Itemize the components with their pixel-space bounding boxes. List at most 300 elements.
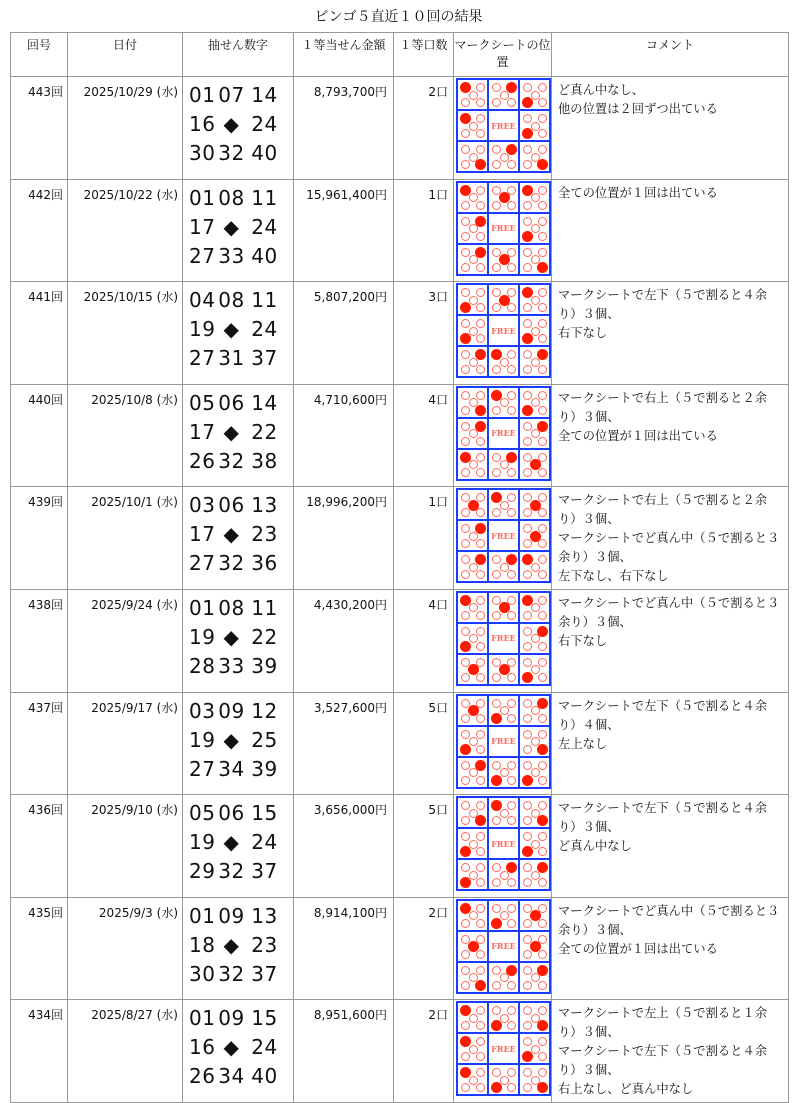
winning-number: 37: [251, 859, 278, 884]
free-diamond-icon: ◆: [223, 112, 240, 136]
circle-icon: [507, 776, 516, 785]
circle-icon: [469, 122, 478, 131]
mark-cell-free: [488, 213, 519, 244]
circle-icon: [492, 508, 501, 517]
circle-icon: [538, 303, 547, 312]
circle-icon: [523, 303, 532, 312]
mark-cell: [519, 449, 550, 480]
mark-cell: [519, 418, 550, 449]
mark-cell: [519, 962, 550, 993]
mark-cell: [457, 346, 488, 377]
mark-cell: [519, 726, 550, 757]
marked-circle-icon: [522, 97, 533, 108]
table-row: [11, 282, 789, 385]
circle-icon: [523, 816, 532, 825]
mark-cell: [457, 315, 488, 346]
circle-icon: [461, 539, 470, 548]
circle-icon: [523, 950, 532, 959]
comment-line: マークシートでど真ん中（５で割ると３余り）３個、: [558, 595, 780, 629]
winning-number: 16: [189, 1035, 216, 1060]
prize-amount: 3,656,000円: [294, 795, 394, 898]
circle-icon: [461, 350, 470, 359]
circle-icon: [461, 761, 470, 770]
circle-icon: [461, 365, 470, 374]
mark-cell: [519, 1064, 550, 1095]
circle-icon: [538, 232, 547, 241]
circle-icon: [523, 145, 532, 154]
circle-icon: [476, 508, 485, 517]
winning-number: 01: [189, 595, 216, 620]
mark-cell: [457, 1064, 488, 1095]
winning-number: 04: [189, 288, 216, 313]
winning-number: 34: [218, 1064, 245, 1089]
comment: [552, 487, 789, 590]
circle-icon: [476, 201, 485, 210]
mark-cell: [457, 79, 488, 110]
comment-line: 左下なし、右下なし: [558, 569, 669, 584]
draw-number: 442回: [11, 179, 68, 282]
circle-icon: [531, 193, 540, 202]
winner-count: 1口: [394, 179, 454, 282]
mark-cell: [457, 387, 488, 418]
circle-icon: [531, 973, 540, 982]
circle-icon: [538, 1068, 547, 1077]
circle-icon: [461, 145, 470, 154]
mark-sheet-cell: [454, 897, 552, 1000]
free-label: FREE: [491, 633, 516, 644]
winning-number: 08: [218, 595, 245, 620]
winning-number: 23: [251, 522, 278, 547]
winning-number: 19: [189, 830, 216, 855]
winning-number: 23: [251, 932, 278, 957]
circle-icon: [523, 730, 532, 739]
marked-circle-icon: [491, 713, 502, 724]
circle-icon: [523, 114, 532, 123]
free-label: FREE: [491, 120, 516, 131]
circle-icon: [469, 768, 478, 777]
circle-icon: [492, 904, 501, 913]
circle-icon: [492, 611, 501, 620]
free-diamond-icon: ◆: [223, 830, 240, 855]
mark-cell-free: [488, 418, 519, 449]
circle-icon: [523, 981, 532, 990]
circle-icon: [476, 966, 485, 975]
circle-icon: [523, 422, 532, 431]
mark-cell: [488, 79, 519, 110]
prize-amount: 3,527,600円: [294, 692, 394, 795]
winner-count: 1口: [394, 487, 454, 590]
marked-circle-icon: [537, 159, 548, 170]
winning-number: 11: [251, 595, 278, 620]
comment-line: ど真ん中なし、: [558, 83, 645, 97]
circle-icon: [523, 611, 532, 620]
winning-number: 31: [218, 346, 245, 371]
free-diamond-icon: ◆: [223, 419, 240, 444]
draw-number: 434回: [11, 1000, 68, 1103]
circle-icon: [507, 160, 516, 169]
circle-icon: [492, 699, 501, 708]
comment-line: 右上なし、ど真ん中なし: [558, 1082, 694, 1097]
circle-icon: [531, 429, 540, 438]
circle-icon: [461, 816, 470, 825]
winning-number: 24: [251, 1035, 278, 1060]
page-title: ビンゴ５直近１０回の結果: [314, 9, 483, 25]
circle-icon: [538, 847, 547, 856]
winning-number: 12: [251, 698, 278, 723]
circle-icon: [476, 288, 485, 297]
circle-icon: [507, 761, 516, 770]
circle-icon: [507, 406, 516, 415]
winning-number: 19: [189, 317, 216, 342]
winning-number: 27: [189, 243, 216, 268]
free-label: FREE: [491, 530, 516, 541]
draw-number: 439回: [11, 487, 68, 590]
comment-line: 全ての位置が１回は出ている: [558, 428, 718, 443]
circle-icon: [492, 201, 501, 210]
table-row: [11, 487, 789, 590]
circle-icon: [538, 658, 547, 667]
circle-icon: [523, 468, 532, 477]
circle-icon: [538, 950, 547, 959]
circle-icon: [538, 129, 547, 138]
circle-icon: [507, 350, 516, 359]
circle-icon: [507, 508, 516, 517]
circle-icon: [538, 365, 547, 374]
mark-sheet-cell: [454, 282, 552, 385]
free-label: FREE: [491, 736, 516, 747]
winning-number: 01: [189, 903, 216, 928]
circle-icon: [476, 114, 485, 123]
circle-icon: [523, 878, 532, 887]
circle-icon: [461, 981, 470, 990]
marked-circle-icon: [475, 980, 486, 991]
circle-icon: [476, 1083, 485, 1092]
circle-icon: [507, 365, 516, 374]
mark-sheet-cell: [454, 487, 552, 590]
results-table: [10, 32, 789, 1103]
mark-cell: [519, 1002, 550, 1033]
circle-icon: [500, 809, 509, 818]
mark-sheet: [456, 1001, 551, 1096]
mark-sheet: [456, 78, 551, 173]
comment: [552, 179, 789, 282]
mark-cell-free: [488, 623, 519, 654]
marked-circle-icon: [460, 333, 471, 344]
circle-icon: [538, 391, 547, 400]
circle-icon: [523, 201, 532, 210]
winning-number: 34: [218, 756, 245, 781]
mark-cell: [488, 489, 519, 520]
mark-cell-free: [488, 520, 519, 551]
circle-icon: [476, 453, 485, 462]
circle-icon: [476, 801, 485, 810]
circle-icon: [523, 1037, 532, 1046]
winning-number: 24: [251, 830, 278, 855]
prize-amount: 8,793,700円: [294, 77, 394, 180]
circle-icon: [476, 83, 485, 92]
mark-cell: [519, 489, 550, 520]
winning-number: 32: [218, 141, 245, 165]
circle-icon: [461, 555, 470, 564]
circle-icon: [476, 570, 485, 579]
draw-number: 435回: [11, 897, 68, 1000]
winning-number: 40: [251, 141, 278, 165]
circle-icon: [523, 832, 532, 841]
draw-date: 2025/10/22 (水): [68, 179, 183, 282]
free-label: FREE: [491, 941, 516, 952]
winning-numbers: [183, 589, 294, 692]
circle-icon: [476, 1037, 485, 1046]
mark-sheet-cell: [454, 179, 552, 282]
circle-icon: [507, 816, 516, 825]
marked-circle-icon: [522, 333, 533, 344]
circle-icon: [538, 98, 547, 107]
mark-cell: [488, 182, 519, 213]
winning-number: 26: [189, 1064, 216, 1089]
marked-circle-icon: [491, 918, 502, 929]
circle-icon: [461, 160, 470, 169]
circle-icon: [476, 186, 485, 195]
mark-cell: [519, 900, 550, 931]
circle-icon: [538, 611, 547, 620]
mark-cell: [488, 1064, 519, 1095]
circle-icon: [538, 673, 547, 682]
marked-circle-icon: [522, 672, 533, 683]
circle-icon: [461, 437, 470, 446]
circle-icon: [469, 460, 478, 469]
mark-cell: [519, 182, 550, 213]
mark-cell: [457, 449, 488, 480]
circle-icon: [476, 98, 485, 107]
circle-icon: [469, 737, 478, 746]
winner-count: 2口: [394, 897, 454, 1000]
circle-icon: [531, 296, 540, 305]
circle-icon: [538, 406, 547, 415]
circle-icon: [507, 673, 516, 682]
free-diamond-icon: ◆: [223, 522, 240, 547]
circle-icon: [538, 468, 547, 477]
mark-cell: [488, 551, 519, 582]
circle-icon: [461, 950, 470, 959]
draw-date: 2025/9/17 (水): [68, 692, 183, 795]
mark-cell: [457, 213, 488, 244]
circle-icon: [523, 160, 532, 169]
circle-icon: [500, 153, 509, 162]
mark-cell: [519, 110, 550, 141]
circle-icon: [507, 468, 516, 477]
circle-icon: [461, 319, 470, 328]
winning-number: 06: [218, 390, 245, 415]
mark-sheet-cell: [454, 384, 552, 487]
circle-icon: [507, 303, 516, 312]
circle-icon: [531, 706, 540, 715]
circle-icon: [469, 1014, 478, 1023]
circle-icon: [469, 358, 478, 367]
mark-cell: [457, 859, 488, 890]
header-row: [11, 33, 789, 77]
circle-icon: [461, 730, 470, 739]
table-row: [11, 1000, 789, 1103]
comment: [552, 589, 789, 692]
draw-number: 436回: [11, 795, 68, 898]
circle-icon: [492, 878, 501, 887]
circle-icon: [538, 1052, 547, 1061]
circle-icon: [500, 871, 509, 880]
circle-icon: [492, 303, 501, 312]
marked-circle-icon: [491, 775, 502, 786]
circle-icon: [461, 714, 470, 723]
circle-icon: [469, 1045, 478, 1054]
mark-cell: [488, 859, 519, 890]
mark-cell: [488, 244, 519, 275]
marked-circle-icon: [537, 262, 548, 273]
winning-number: 14: [251, 390, 278, 415]
mark-cell: [519, 623, 550, 654]
circle-icon: [538, 596, 547, 605]
winning-number: 17: [189, 522, 216, 547]
winning-number: 29: [189, 859, 216, 884]
circle-icon: [507, 1021, 516, 1030]
mark-cell: [519, 213, 550, 244]
mark-cell-free: [488, 931, 519, 962]
circle-icon: [507, 201, 516, 210]
mark-cell-free: [488, 828, 519, 859]
marked-circle-icon: [522, 846, 533, 857]
marked-circle-icon: [491, 1020, 502, 1031]
circle-icon: [531, 224, 540, 233]
circle-icon: [523, 642, 532, 651]
circle-icon: [461, 391, 470, 400]
circle-icon: [476, 673, 485, 682]
comment: [552, 795, 789, 898]
circle-icon: [476, 129, 485, 138]
winning-number: 36: [251, 551, 278, 576]
circle-icon: [523, 350, 532, 359]
winning-number: 01: [189, 1006, 216, 1031]
circle-icon: [523, 570, 532, 579]
circle-icon: [476, 1006, 485, 1015]
winning-numbers: [183, 692, 294, 795]
marked-circle-icon: [460, 744, 471, 755]
header-nums: 抽せん数字: [183, 33, 294, 77]
draw-date: 2025/9/3 (水): [68, 897, 183, 1000]
prize-amount: 15,961,400円: [294, 179, 394, 282]
circle-icon: [476, 437, 485, 446]
circle-icon: [492, 981, 501, 990]
circle-icon: [469, 1076, 478, 1085]
marked-circle-icon: [537, 744, 548, 755]
circle-icon: [469, 255, 478, 264]
draw-number: 441回: [11, 282, 68, 385]
circle-icon: [476, 832, 485, 841]
marked-circle-icon: [475, 159, 486, 170]
free-label: FREE: [491, 325, 516, 336]
circle-icon: [476, 904, 485, 913]
circle-icon: [476, 714, 485, 723]
comment: [552, 384, 789, 487]
circle-icon: [461, 98, 470, 107]
mark-sheet: [456, 899, 551, 994]
winning-numbers: [183, 1000, 294, 1103]
circle-icon: [538, 761, 547, 770]
mark-sheet: [456, 283, 551, 378]
circle-icon: [461, 1052, 470, 1061]
winning-number: 11: [251, 288, 278, 313]
circle-icon: [461, 422, 470, 431]
circle-icon: [538, 832, 547, 841]
free-diamond-icon: ◆: [223, 214, 240, 239]
mark-cell: [457, 284, 488, 315]
circle-icon: [500, 706, 509, 715]
circle-icon: [461, 217, 470, 226]
circle-icon: [461, 863, 470, 872]
circle-icon: [507, 714, 516, 723]
circle-icon: [507, 981, 516, 990]
circle-icon: [538, 714, 547, 723]
circle-icon: [476, 950, 485, 959]
winning-number: 11: [251, 185, 278, 210]
draw-date: 2025/10/1 (水): [68, 487, 183, 590]
draw-number: 438回: [11, 589, 68, 692]
comment-line: 右下なし: [558, 633, 608, 648]
mark-sheet-cell: [454, 795, 552, 898]
circle-icon: [476, 365, 485, 374]
circle-icon: [492, 406, 501, 415]
mark-cell: [457, 757, 488, 788]
mark-cell: [488, 695, 519, 726]
circle-icon: [523, 658, 532, 667]
winner-count: 4口: [394, 384, 454, 487]
marked-circle-icon: [460, 846, 471, 857]
winning-number: 05: [189, 801, 216, 826]
circle-icon: [476, 627, 485, 636]
marked-circle-icon: [475, 405, 486, 416]
circle-icon: [507, 263, 516, 272]
circle-icon: [523, 319, 532, 328]
mark-cell: [488, 757, 519, 788]
circle-icon: [500, 358, 509, 367]
mark-cell: [457, 1002, 488, 1033]
mark-cell: [488, 1002, 519, 1033]
mark-sheet: [456, 591, 551, 686]
winning-number: 37: [251, 346, 278, 371]
mark-cell: [488, 797, 519, 828]
circle-icon: [523, 83, 532, 92]
circle-icon: [523, 391, 532, 400]
circle-icon: [538, 919, 547, 928]
mark-cell: [457, 1033, 488, 1064]
winning-number: 19: [189, 727, 216, 752]
winning-number: 30: [189, 141, 216, 165]
comment-line: マークシートで左下（５で割ると４余り）３個、: [558, 1044, 768, 1078]
circle-icon: [492, 160, 501, 169]
header-count: １等口数: [394, 33, 454, 77]
circle-icon: [461, 406, 470, 415]
mark-cell: [457, 551, 488, 582]
draw-number: 440回: [11, 384, 68, 487]
circle-icon: [461, 966, 470, 975]
mark-cell: [519, 387, 550, 418]
circle-icon: [492, 145, 501, 154]
winning-number: 40: [251, 243, 278, 268]
circle-icon: [461, 832, 470, 841]
circle-icon: [531, 603, 540, 612]
winning-number: 09: [218, 903, 245, 928]
mark-cell: [519, 797, 550, 828]
draw-number: 443回: [11, 77, 68, 180]
winning-number: 24: [251, 112, 278, 136]
marked-circle-icon: [460, 302, 471, 313]
